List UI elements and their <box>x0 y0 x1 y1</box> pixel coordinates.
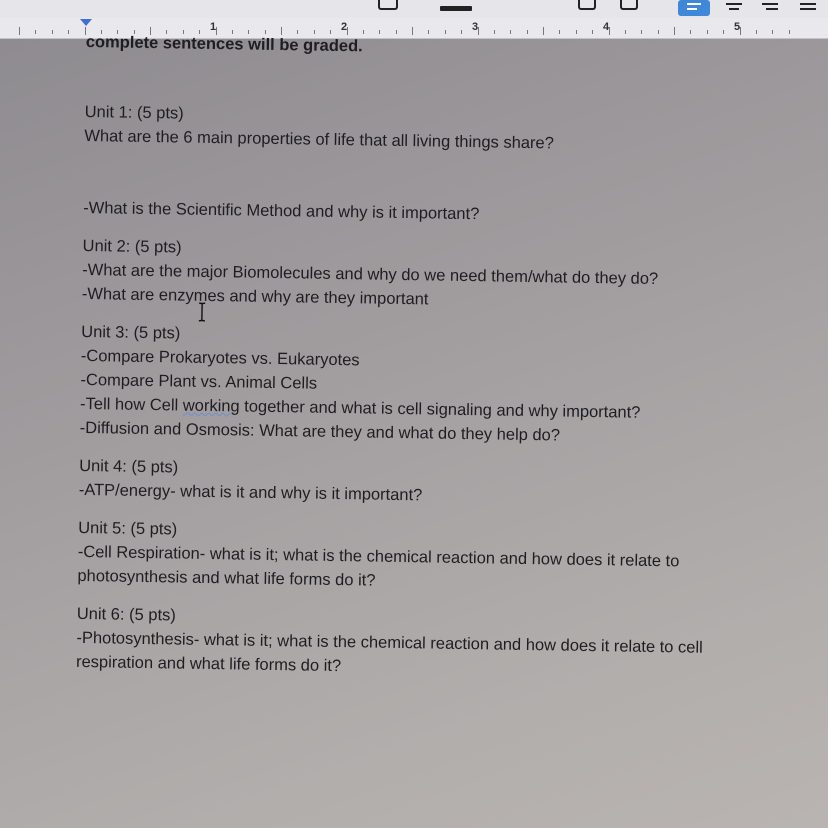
question-line: -What are the major Biomolecules and why do we need them/what do they do? <box>82 260 659 289</box>
ruler-tick <box>428 30 429 34</box>
ruler-tick <box>625 30 626 34</box>
ruler-number: 3 <box>472 21 479 33</box>
question-line: -ATP/energy- what is it and why is it important? <box>78 480 423 505</box>
toolbar <box>0 0 828 18</box>
question-line: -Compare Prokaryotes vs. Eukaryotes <box>80 346 360 370</box>
ruler-tick <box>412 27 413 35</box>
ruler-number: 2 <box>341 21 348 33</box>
ruler-tick <box>641 30 642 34</box>
ruler-number: 1 <box>210 21 217 33</box>
unit-heading: Unit 5: (5 pts) <box>78 518 178 539</box>
question-line: -Tell how Cell working together and what is cell signaling and why important? <box>79 394 641 422</box>
ruler-number: 5 <box>734 21 741 33</box>
intro-text: complete sentences will be graded. <box>85 32 363 56</box>
align-center-button[interactable] <box>718 0 750 16</box>
question-line: -Photosynthesis- what is it; what is the chemical reaction and how does it relate to cell <box>76 628 703 657</box>
ruler-tick <box>690 30 691 34</box>
align-justify-button[interactable] <box>792 0 824 16</box>
align-right-button[interactable] <box>754 0 786 16</box>
underline-style-icon[interactable] <box>440 6 472 11</box>
question-line: photosynthesis and what life forms do it? <box>77 566 376 590</box>
question-line: -Compare Plant vs. Animal Cells <box>80 370 318 393</box>
question-line: respiration and what life forms do it? <box>75 652 342 676</box>
ruler-tick <box>658 30 659 34</box>
ruler-tick <box>674 27 675 35</box>
question-line: -What is the Scientific Method and why is it important? <box>83 198 480 224</box>
unit-2-section <box>82 234 823 318</box>
ruler-tick <box>543 27 544 35</box>
first-line-indent-marker[interactable] <box>80 19 92 26</box>
ruler-tick <box>789 30 790 34</box>
align-center-icon <box>718 0 750 16</box>
ruler-tick <box>396 30 397 34</box>
unit-3-section <box>80 320 822 452</box>
ruler-tick <box>772 30 773 34</box>
ruler-tick <box>445 30 446 34</box>
unit-1-section <box>83 100 825 232</box>
question-line: -Cell Respiration- what is it; what is the chemical reaction and how does it relate to <box>77 542 680 571</box>
ruler-tick <box>527 30 528 34</box>
question-line: -What are enzymes and why are they important <box>81 284 429 309</box>
ruler-tick <box>19 27 20 35</box>
spellcheck-word[interactable]: working <box>182 396 240 416</box>
ruler-tick <box>576 30 577 34</box>
ruler-tick <box>52 30 53 34</box>
unit-6-section <box>76 602 817 686</box>
ruler-tick <box>68 30 69 34</box>
text-cursor-icon <box>198 302 206 322</box>
question-line: What are the 6 main properties of life that all living things share? <box>84 126 555 153</box>
ruler-tick <box>592 30 593 34</box>
ruler-number: 4 <box>603 21 610 33</box>
align-justify-icon <box>792 0 824 16</box>
ruler-tick <box>35 30 36 34</box>
unit-heading: Unit 3: (5 pts) <box>81 322 181 343</box>
ruler-tick <box>756 30 757 34</box>
toolbar-icon[interactable] <box>378 0 398 10</box>
ruler-tick <box>379 30 380 34</box>
unit-heading: Unit 1: (5 pts) <box>84 102 184 123</box>
ruler-tick <box>510 30 511 34</box>
unit-heading: Unit 6: (5 pts) <box>76 604 177 625</box>
align-right-icon <box>754 0 786 16</box>
toolbar-icon[interactable] <box>578 0 596 10</box>
align-left-icon <box>678 0 710 16</box>
question-line: -Diffusion and Osmosis: What are they and what do they help do? <box>79 418 561 445</box>
document-body[interactable] <box>76 30 826 686</box>
ruler-tick <box>494 30 495 34</box>
unit-5-section <box>77 516 818 600</box>
ruler-tick <box>723 30 724 34</box>
ruler-tick <box>461 30 462 34</box>
unit-heading: Unit 2: (5 pts) <box>82 236 182 257</box>
align-left-button[interactable] <box>678 0 710 16</box>
toolbar-icon[interactable] <box>620 0 638 10</box>
unit-heading: Unit 4: (5 pts) <box>79 456 179 477</box>
ruler-tick <box>559 30 560 34</box>
ruler-tick <box>707 30 708 34</box>
